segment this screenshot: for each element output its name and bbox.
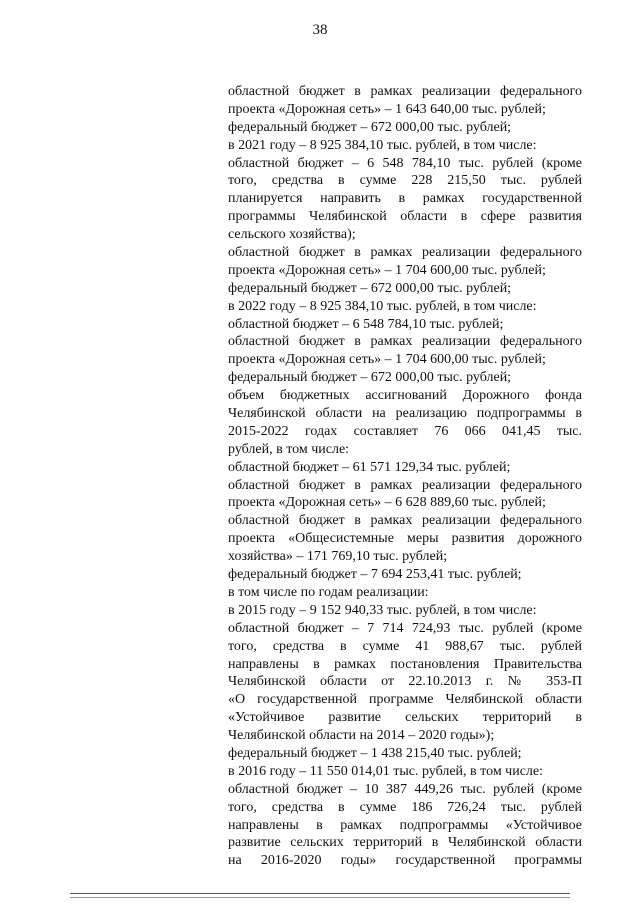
text-line: 2015-2022 годах составляет 76 066 041,45 тыс. bbox=[228, 423, 582, 439]
text-line: областной бюджет – 61 571 129,34 тыс. рублей; bbox=[228, 459, 511, 475]
text-line: областной бюджет – 6 548 784,10 тыс. рублей (кроме bbox=[228, 155, 582, 171]
text-line: программы Челябинской области в сфере развития bbox=[228, 209, 582, 225]
text-line: проекта «Дорожная сеть» – 1 704 600,00 тыс. рублей; bbox=[228, 262, 546, 278]
text-line: «О государственной программе Челябинской области bbox=[228, 692, 582, 708]
text-line: сельского хозяйства); bbox=[228, 227, 356, 243]
text-line: проекта «Дорожная сеть» – 1 704 600,00 тыс. рублей; bbox=[228, 352, 546, 368]
text-line: того, средства в сумме 228 215,50 тыс. рублей bbox=[228, 173, 582, 189]
text-line: проекта «Общесистемные меры развития дорожного bbox=[228, 531, 582, 547]
text-line: того, средства в сумме 186 726,24 тыс. рублей bbox=[228, 799, 582, 815]
text-line: хозяйства» – 171 769,10 тыс. рублей; bbox=[228, 549, 448, 565]
text-line: федеральный бюджет – 1 438 215,40 тыс. рублей; bbox=[228, 745, 522, 761]
text-line: на 2016-2020 годы» государственной программы bbox=[228, 853, 582, 869]
text-line: развитие сельских территорий в Челябинской области bbox=[228, 835, 582, 851]
text-line: Челябинской области от 22.10.2013 г. № 353-П bbox=[228, 674, 582, 690]
text-line: рублей, в том числе: bbox=[228, 441, 350, 457]
text-line: Челябинской области на 2014 – 2020 годы»); bbox=[228, 728, 495, 744]
text-line: в 2016 году – 11 550 014,01 тыс. рублей, в том числе: bbox=[228, 763, 544, 779]
bottom-rule bbox=[70, 893, 570, 894]
text-line: федеральный бюджет – 672 000,00 тыс. рублей; bbox=[228, 119, 512, 135]
text-line: проекта «Дорожная сеть» – 1 643 640,00 тыс. рублей; bbox=[228, 101, 546, 117]
text-line: областной бюджет – 7 714 724,93 тыс. рублей (кроме bbox=[228, 620, 582, 636]
page-number: 38 bbox=[312, 22, 328, 38]
text-line: в 2015 году – 9 152 940,33 тыс. рублей, в том числе: bbox=[228, 602, 537, 618]
text-line: федеральный бюджет – 672 000,00 тыс. рублей; bbox=[228, 370, 512, 386]
text-line: федеральный бюджет – 7 694 253,41 тыс. рублей; bbox=[228, 567, 522, 583]
text-line: в 2022 году – 8 925 384,10 тыс. рублей, в том числе: bbox=[228, 298, 537, 314]
text-line: планируется направить в рамках государственной bbox=[228, 191, 582, 207]
text-line: областной бюджет в рамках реализации федерального bbox=[228, 84, 582, 99]
text-line: областной бюджет в рамках реализации федерального bbox=[228, 513, 582, 529]
text-line: «Устойчивое развитие сельских территорий в bbox=[228, 710, 582, 726]
text-line: областной бюджет – 10 387 449,26 тыс. рублей (кроме bbox=[228, 781, 582, 797]
text-line: областной бюджет в рамках реализации федерального bbox=[228, 245, 582, 261]
text-line: объем бюджетных ассигнований Дорожного фонда bbox=[228, 388, 582, 404]
text-line: направлены в рамках подпрограммы «Устойчивое bbox=[228, 817, 582, 833]
text-line: в том числе по годам реализации: bbox=[228, 584, 429, 600]
text-line: областной бюджет – 6 548 784,10 тыс. рублей; bbox=[228, 316, 504, 332]
text-line: федеральный бюджет – 672 000,00 тыс. рублей; bbox=[228, 280, 512, 296]
text-line: того, средства в сумме 41 988,67 тыс. рублей bbox=[228, 638, 582, 654]
text-line: областной бюджет в рамках реализации федерального bbox=[228, 477, 582, 493]
bottom-rule-secondary bbox=[70, 897, 570, 898]
text-line: Челябинской области на реализацию подпрограммы в bbox=[228, 406, 582, 422]
text-line: областной бюджет в рамках реализации федерального bbox=[228, 334, 582, 350]
text-line: направлены в рамках постановления Правительства bbox=[228, 656, 582, 672]
body-text bbox=[228, 83, 582, 870]
text-line: проекта «Дорожная сеть» – 6 628 889,60 тыс. рублей; bbox=[228, 495, 546, 511]
text-line: в 2021 году – 8 925 384,10 тыс. рублей, в том числе: bbox=[228, 137, 537, 153]
